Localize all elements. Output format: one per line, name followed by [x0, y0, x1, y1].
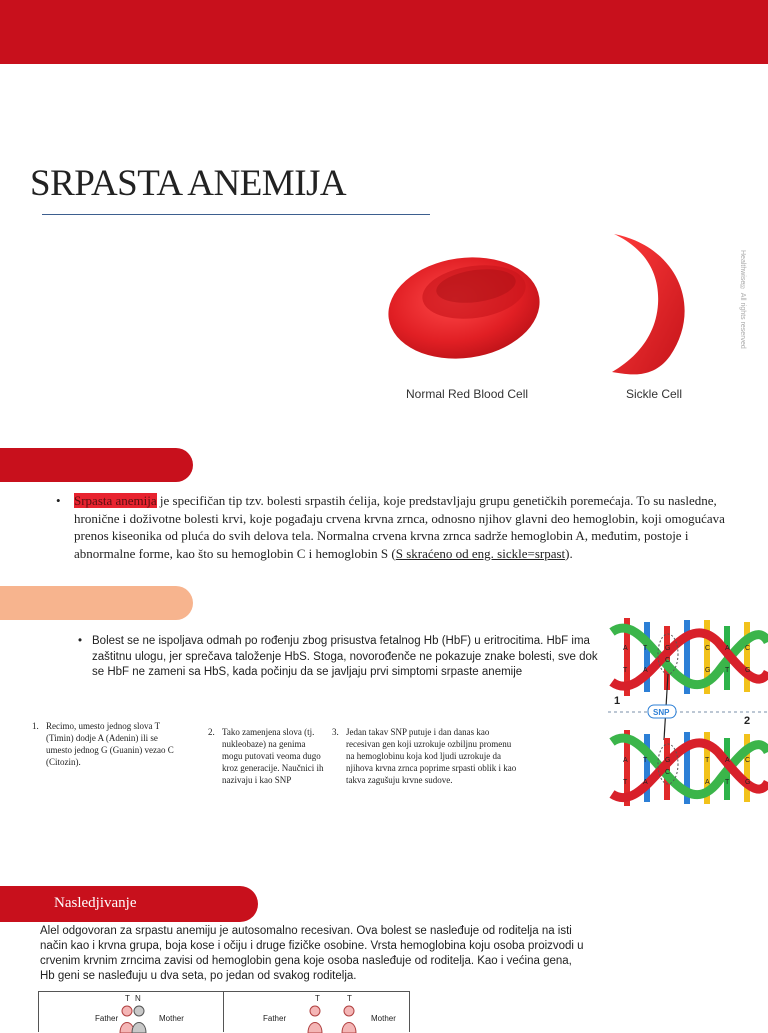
dna-letter: T — [725, 779, 730, 786]
mother-label: Mother — [159, 1014, 184, 1023]
pedigree-divider — [223, 992, 224, 1032]
dna-letter: A — [725, 645, 730, 652]
dna-letter: T — [705, 757, 710, 764]
bullet-icon: • — [56, 493, 61, 508]
snp-label: SNP — [653, 708, 670, 717]
title-underline — [42, 214, 430, 215]
dna-letter: A — [623, 757, 628, 764]
dna-letter: G — [665, 757, 671, 764]
intro-text: je specifičan tip tzv. bolesti srpastih ćelija, koje predstavljaju grupu genetičkih poremećaja. To su nasledne, hronične i doživotne bolesti krvi, koje pogađaju crvena krvna zrnca, odnosno njihov glavni deo hemoglobin, koji omogućava prenos kiseonika od pluća do svih delova tela. Normalna crvena krvna zrnca sadrže hemoglobin A, međutim, postoje i abnormalne forme, kao što su hemoglobin C i hemoglobin S ( — [74, 493, 725, 561]
inheritance-diagram — [38, 991, 410, 1032]
section-marker-peach — [0, 586, 193, 620]
intro-end: ). — [565, 545, 573, 561]
sickle-cell — [612, 234, 685, 374]
dna-letter: T — [623, 667, 628, 674]
dna-letter: A — [643, 779, 648, 786]
step-number: 1. — [32, 721, 39, 731]
section-heading: Nasledjivanje — [54, 895, 137, 911]
fetal-hb-text: Bolest se ne ispoljava odmah po rođenju zbog prisustva fetalnog Hb (HbF) u eritrocitima. HbF ima zaštitnu ulogu, jer sprečava taloženje HbS. Stoga, novorođenče ne pokazuje znake bolesti, sve dok se HbF ne zameni sa HbS, kada počinju da se javljaju prvi simptomi srpaste anemije — [92, 635, 598, 678]
underlined-note: S skraćeno od eng. sickle=srpast — [395, 545, 566, 561]
inheritance-paragraph: Alel odgovoran za srpastu anemiju je autosomalno recesivan. Ova bolest se nasleđuje od roditelja na isti način kao i krvna grupa, boja kose i očiju i druge fizičke osobine. Vrsta hemoglobina koju osoba proizvodi u crvenim krvnim zrncima zavisi od hemoglobin gena koje osoba nasleđuje od roditelja. Kao i većina gena, Hb geni se nasleđuju u dva seta, po jedan od svakog roditelja. — [40, 925, 584, 982]
dna-letter: A — [623, 645, 628, 652]
normal-cell-caption: Normal Red Blood Cell — [406, 387, 529, 401]
dna-strand-top — [612, 618, 768, 707]
top-banner — [0, 0, 768, 64]
normal-red-blood-cell — [386, 248, 546, 368]
step-text: Recimo, umesto jednog slova T (Timin) dodje A (Adenin) ili se umesto jednog G (Guanin) vezao C (Citozin). — [46, 721, 174, 767]
step-text: Tako zamenjena slova (tj. nukleobaze) na genima mogu putovati veoma dugo kroz generacije. Naučnici ih nazivaju i kao SNP — [222, 727, 324, 785]
intro-paragraph — [56, 492, 734, 562]
step-number: 3. — [332, 727, 339, 737]
mother-label: Mother — [371, 1014, 396, 1023]
step-3 — [332, 726, 518, 786]
dna-letter: G — [745, 779, 751, 786]
image-watermark: Healthwise® All rights reserved — [739, 250, 746, 349]
allele-label: T — [125, 994, 130, 1003]
dna-letter: C — [705, 645, 711, 652]
dna-letter: T — [643, 645, 648, 652]
mother-icon — [341, 1005, 357, 1033]
step-text: Jedan takav SNP putuje i dan danas kao recesivan gen koji uzrokuje ozbiljnu promenu na hemoglobinu koja kod ljudi uzrokuje da njihova krvna zrnca poprime srpasti oblik i kao takva zagušuju krvne sudove. — [346, 727, 517, 785]
dna-letter: C — [665, 657, 671, 664]
father-icon — [307, 1005, 323, 1033]
dna-label-1: 1 — [614, 695, 621, 707]
allele-label: T — [315, 994, 320, 1003]
dna-letter: G — [665, 645, 671, 652]
dna-snp-diagram — [608, 612, 768, 812]
dna-letter: A — [725, 757, 730, 764]
dna-letter: T — [643, 757, 648, 764]
sickle-cell-caption: Sickle Cell — [626, 387, 683, 401]
page-title: SRPASTA ANEMIJA — [30, 163, 347, 204]
step-number: 2. — [208, 727, 215, 737]
fetal-hb-paragraph — [78, 634, 602, 681]
step-2 — [208, 726, 326, 786]
father-label: Father — [263, 1014, 287, 1023]
allele-label: N — [135, 994, 141, 1003]
father-label: Father — [95, 1014, 119, 1023]
mother-icon — [131, 1005, 147, 1033]
blood-cell-figure — [386, 226, 738, 410]
allele-label: T — [347, 994, 352, 1003]
dna-label-2: 2 — [744, 715, 751, 727]
dna-letter: A — [705, 779, 710, 786]
dna-letter: C — [665, 769, 671, 776]
dna-letter: G — [705, 667, 711, 674]
dna-letter: C — [745, 645, 751, 652]
dna-letter: T — [725, 667, 730, 674]
step-1 — [32, 720, 180, 768]
bullet-icon: • — [78, 635, 83, 647]
dna-letter: T — [623, 779, 628, 786]
dna-letter: G — [745, 667, 751, 674]
dna-strand-bottom — [612, 715, 768, 806]
section-marker-red — [0, 448, 193, 482]
dna-letter: C — [745, 757, 751, 764]
dna-letter: A — [643, 667, 648, 674]
highlight-term: Srpasta anemija — [74, 493, 157, 508]
